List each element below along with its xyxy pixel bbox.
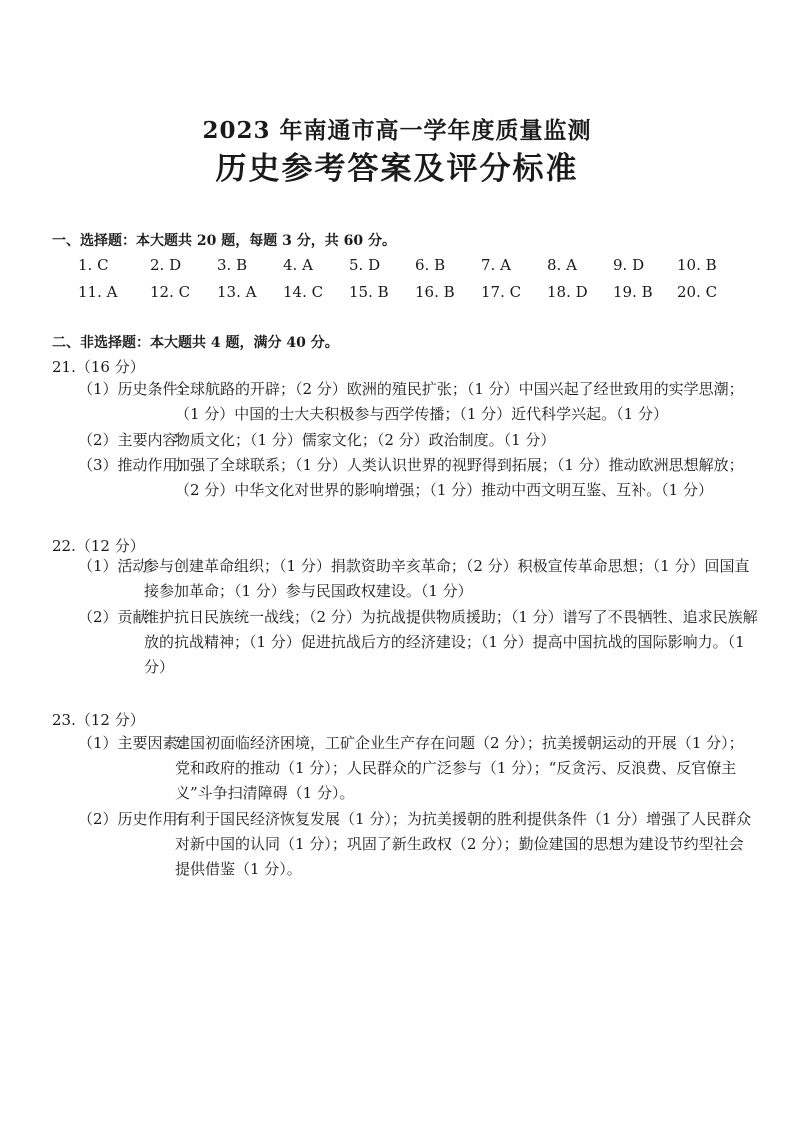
answer-7: 7. A — [481, 256, 511, 274]
q21-item-2 — [78, 428, 758, 453]
q22-item-2 — [78, 605, 758, 680]
answer-18: 18. D — [547, 283, 588, 301]
answer-row-1 — [78, 256, 778, 276]
q22-item-1 — [78, 554, 758, 604]
q23-item-1 — [78, 731, 758, 806]
question-23-title: 23.（12 分） — [52, 711, 145, 729]
q21-item-1 — [78, 377, 758, 427]
q22-item-1-text: 参与创建革命组织；（1 分）捐款资助辛亥革命；（2 分）积极宣传革命思想；（1 分）回国直接参加革命；（1 分）参与民国政权建设。（1 分） — [144, 557, 750, 600]
answer-13: 13. A — [217, 283, 257, 301]
q23-item-1-label: （1）主要因素： — [78, 734, 193, 752]
section2-heading: 二、非选择题：本大题共 4 题，满分 40 分。 — [52, 335, 339, 351]
q21-item-3 — [78, 453, 758, 503]
q23-item-2-label: （2）历史作用： — [78, 810, 193, 828]
q23-item-2 — [78, 807, 758, 882]
answer-14: 14. C — [283, 283, 324, 301]
exam-title: 2023 年南通市高一学年度质量监测 — [202, 117, 592, 144]
q22-item-2-label: （2）贡献： — [78, 608, 163, 626]
answer-6: 6. B — [415, 256, 446, 274]
answer-9: 9. D — [613, 256, 645, 274]
answer-10: 10. B — [677, 256, 717, 274]
answer-15: 15. B — [349, 283, 389, 301]
answer-5: 5. D — [349, 256, 381, 274]
document-subtitle: 历史参考答案及评分标准 — [215, 151, 579, 187]
q22-item-1-label: （1）活动： — [78, 557, 163, 575]
answer-8: 8. A — [547, 256, 577, 274]
question-21-title: 21.（16 分） — [52, 358, 145, 376]
q21-item-1-text: 全球航路的开辟；（2 分）欧洲的殖民扩张；（1 分）中国兴起了经世致用的实学思潮；（1 分）中国的士大夫积极参与西学传播；（1 分）近代科学兴起。（1 分） — [175, 380, 744, 423]
section1-heading: 一、选择题：本大题共 20 题，每题 3 分，共 60 分。 — [52, 233, 396, 249]
answer-17: 17. C — [481, 283, 522, 301]
q22-item-2-text: 维护抗日民族统一战线；（2 分）为抗战提供物质援助；（1 分）谱写了不畏牺牲、追求民族解放的抗战精神；（1 分）促进抗战后方的经济建设；（1 分）提高中国抗战的国际影响力。（1 分） — [144, 608, 758, 676]
q21-item-3-text: 加强了全球联系；（1 分）人类认识世界的视野得到拓展；（1 分）推动欧洲思想解放；（2 分）中华文化对世界的影响增强；（1 分）推动中西文明互鉴、互补。（1 分） — [175, 456, 744, 499]
q23-item-1-text: 建国初面临经济困境，工矿企业生产存在问题（2 分）；抗美援朝运动的开展（1 分）；党和政府的推动（1 分）；人民群众的广泛参与（1 分）；“反贪污、反浪费、反官僚主义”斗争扫清障碍（1 分）。 — [175, 734, 744, 802]
answer-row-2 — [78, 283, 778, 303]
answer-16: 16. B — [415, 283, 455, 301]
answer-20: 20. C — [677, 283, 718, 301]
q21-item-1-label: （1）历史条件： — [78, 380, 193, 398]
q23-item-2-text: 有利于国民经济恢复发展（1 分）；为抗美援朝的胜利提供条件（1 分）增强了人民群众对新中国的认同（1 分）；巩固了新生政权（2 分）；勤俭建国的思想为建设节约型社会提供借鉴（1 分）。 — [175, 810, 752, 878]
answer-2: 2. D — [150, 256, 182, 274]
answer-1: 1. C — [78, 256, 109, 274]
q21-item-2-text: 物质文化；（1 分）儒家文化；（2 分）政治制度。（1 分） — [175, 431, 556, 449]
q21-item-2-label: （2）主要内容： — [78, 431, 193, 449]
question-22-title: 22.（12 分） — [52, 537, 145, 555]
q21-item-3-label: （3）推动作用： — [78, 456, 193, 474]
answer-12: 12. C — [150, 283, 191, 301]
answer-3: 3. B — [217, 256, 248, 274]
answer-4: 4. A — [283, 256, 313, 274]
answer-19: 19. B — [613, 283, 653, 301]
answer-11: 11. A — [78, 283, 118, 301]
